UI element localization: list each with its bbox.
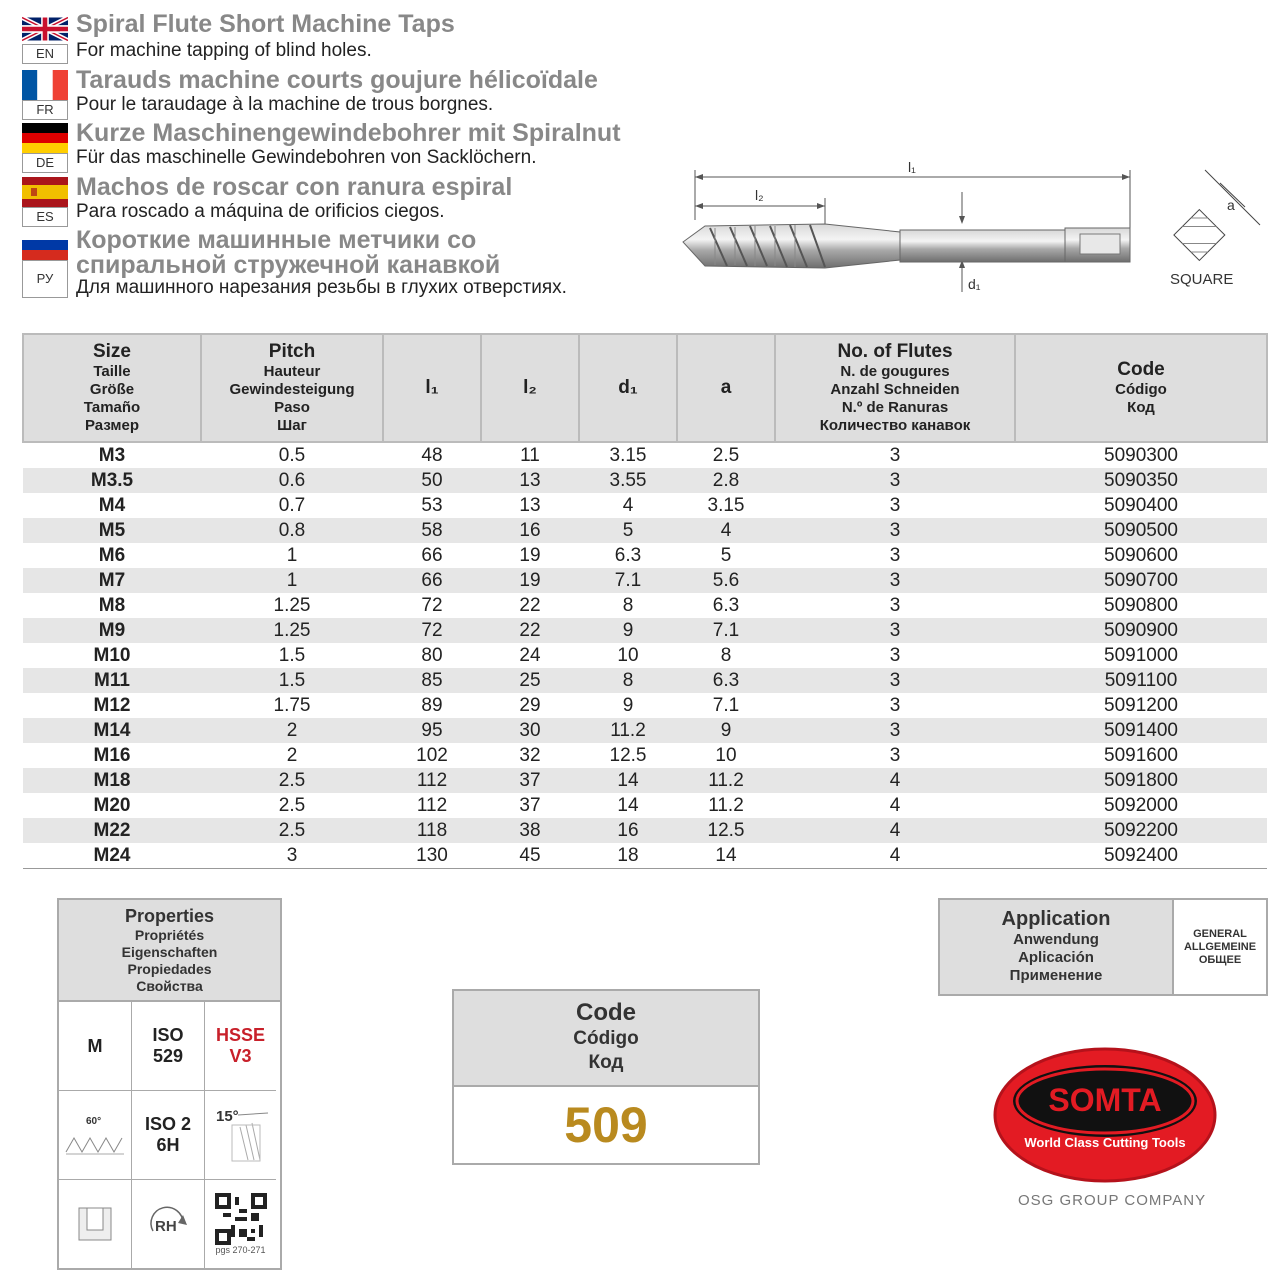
col-l2: l₂ (481, 334, 579, 442)
table-cell: 11 (520, 445, 540, 466)
col-a: a (677, 334, 775, 442)
osg-group-text: OSG GROUP COMPANY (1018, 1192, 1207, 1209)
table-cell: 19 (519, 545, 541, 566)
col-flutes: No. of Flutes N. de gougures Anzahl Schneiden N.º de Ranuras Количество канавок (775, 334, 1015, 442)
table-cell: 3.55 (579, 468, 677, 493)
table-cell: 3 (889, 495, 901, 516)
col-code: Code Código Код (1015, 334, 1267, 442)
iso-529-cell: ISO 529 (132, 1002, 205, 1091)
table-cell: 3 (889, 745, 901, 766)
tap-drawing (675, 150, 1145, 300)
table-cell: 5090900 (1015, 618, 1267, 643)
table-cell: 37 (519, 795, 541, 816)
lang-title: Spiral Flute Short Machine Taps (76, 10, 455, 38)
table-cell: M9 (23, 618, 201, 643)
table-cell: 5090600 (1104, 545, 1178, 566)
table-cell: 72 (421, 595, 443, 616)
table-cell: 2 (286, 745, 298, 766)
table-cell: 5091600 (1104, 745, 1178, 766)
square-label: SQUARE (1170, 271, 1234, 288)
table-cell: 5 (579, 518, 677, 543)
table-cell: 118 (383, 818, 481, 843)
table-cell: 3 (889, 645, 901, 666)
table-row (23, 543, 1267, 568)
table-cell: 0.6 (201, 468, 383, 493)
a-label: a (1227, 197, 1235, 213)
right-hand-rotation-icon (145, 1201, 191, 1247)
table-cell: 4 (622, 495, 634, 516)
table-cell: 19 (481, 568, 579, 593)
table-row (23, 743, 1267, 768)
square-drive-icon (1165, 165, 1265, 265)
properties-title: Properties (124, 906, 215, 926)
table-cell: M20 (93, 795, 131, 816)
table-row (23, 668, 1267, 693)
table-row (23, 493, 1267, 518)
table-row (23, 693, 1267, 718)
table-cell: 3.15 (609, 445, 647, 466)
table-cell: 3 (889, 595, 901, 616)
table-cell: 2.8 (677, 468, 775, 493)
table-cell: 48 (421, 445, 443, 466)
lang-title-line2: спиральной стружечной канавкой (76, 251, 501, 279)
table-cell: 6.3 (614, 545, 642, 566)
table-cell: 45 (481, 843, 579, 869)
table-row (23, 768, 1267, 793)
table-cell: 9 (622, 695, 634, 716)
table-cell: 13 (519, 495, 541, 516)
table-row (23, 618, 1267, 643)
table-cell: 4 (775, 768, 1015, 793)
table-cell: M7 (23, 568, 201, 593)
table-cell: 1.25 (273, 595, 311, 616)
right-hand-cell (132, 1180, 205, 1268)
svg-text:RH: RH (155, 1218, 177, 1235)
table-cell: M5 (23, 518, 201, 543)
code-value: 509 (564, 1097, 648, 1153)
lang-subtitle: Para roscado a máquina de orificios ciegos. (76, 201, 445, 222)
table-row (23, 593, 1267, 618)
table-cell: 25 (481, 668, 579, 693)
table-cell: 22 (481, 618, 579, 643)
table-cell: M11 (23, 668, 201, 693)
table-cell: 4 (775, 818, 1015, 843)
table-cell: M24 (23, 843, 201, 869)
table-cell: 16 (481, 518, 579, 543)
application-header: Application Anwendung Aplicación Применение (940, 900, 1174, 994)
table-cell: 18 (579, 843, 677, 869)
table-row (23, 518, 1267, 543)
table-row (23, 818, 1267, 843)
table-row (23, 468, 1267, 493)
table-cell: 13 (481, 468, 579, 493)
table-cell: 130 (383, 843, 481, 869)
table-cell: M6 (98, 545, 126, 566)
table-cell: 5091100 (1015, 668, 1267, 693)
table-cell: 10 (617, 645, 639, 666)
table-cell: 12.5 (677, 818, 775, 843)
table-cell: 14 (677, 843, 775, 869)
table-row (23, 568, 1267, 593)
table-cell: 85 (383, 668, 481, 693)
table-cell: 0.5 (278, 445, 306, 466)
lang-subtitle: Pour le taraudage à la machine de trous borgnes. (76, 94, 494, 115)
table-row (23, 843, 1267, 869)
table-cell: 30 (481, 718, 579, 743)
table-cell: 5090300 (1104, 445, 1178, 466)
russia-flag-icon (22, 230, 68, 260)
table-cell: M3.5 (23, 468, 201, 493)
lang-subtitle: For machine tapping of blind holes. (76, 40, 372, 61)
table-cell: 4 (677, 518, 775, 543)
application-box (938, 898, 1268, 996)
thread-type-cell: M (59, 1002, 132, 1091)
table-cell: 1.5 (201, 668, 383, 693)
table-cell: 8 (720, 645, 732, 666)
chamfer-icon (210, 1105, 272, 1165)
table-cell: 29 (519, 695, 541, 716)
lang-code: РУ (22, 260, 68, 298)
table-cell: 7.1 (677, 618, 775, 643)
col-pitch: Pitch Hauteur Gewindesteigung Paso Шаг (201, 334, 383, 442)
pages-ref: pgs 270-271 (215, 1245, 266, 1255)
table-cell: 5091200 (1104, 695, 1178, 716)
table-cell: M12 (93, 695, 131, 716)
lang-code: FR (22, 100, 68, 120)
table-cell: 6.3 (712, 595, 740, 616)
blind-hole-icon (75, 1204, 115, 1244)
table-cell: 8 (622, 595, 634, 616)
table-cell: 11.2 (677, 768, 775, 793)
table-cell: 2.5 (201, 768, 383, 793)
lang-subtitle: Für das maschinelle Gewindebohren von Sacklöchern. (76, 147, 537, 168)
table-cell: 95 (383, 718, 481, 743)
logo-brand: SOMTA (1048, 1082, 1162, 1118)
table-cell: 1 (201, 568, 383, 593)
spain-flag-icon (22, 177, 68, 207)
table-cell: 53 (421, 495, 443, 516)
table-cell: 5090700 (1015, 568, 1267, 593)
table-cell: 3 (775, 518, 1015, 543)
table-row (23, 643, 1267, 668)
col-l1: l₁ (383, 334, 481, 442)
table-cell: 3 (775, 668, 1015, 693)
svg-text:60°: 60° (86, 1116, 102, 1127)
table-cell: 5092400 (1015, 843, 1267, 869)
lang-title: Короткие машинные метчики со (76, 226, 477, 254)
table-cell: 80 (421, 645, 443, 666)
table-cell: 3 (775, 568, 1015, 593)
properties-box (57, 898, 282, 1270)
code-box-header: Code Código Код (454, 991, 758, 1087)
table-cell: 7.1 (579, 568, 677, 593)
table-cell: 11.2 (708, 795, 744, 816)
table-cell: 5091800 (1015, 768, 1267, 793)
table-cell: M22 (23, 818, 201, 843)
hsse-v3-cell: HSSE V3 (205, 1002, 276, 1091)
spec-table (22, 333, 1268, 869)
d1-label: d₁ (968, 276, 981, 292)
table-cell: 5090400 (1104, 495, 1178, 516)
table-cell: M16 (93, 745, 131, 766)
table-cell: 0.7 (278, 495, 306, 516)
table-cell: 3 (889, 695, 901, 716)
somta-logo (990, 1045, 1220, 1185)
table-cell: 5092000 (1104, 795, 1178, 816)
table-cell: 66 (383, 568, 481, 593)
table-cell: 1.5 (278, 645, 306, 666)
table-cell: 37 (481, 768, 579, 793)
table-cell: 3 (775, 618, 1015, 643)
france-flag-icon (22, 70, 68, 100)
qr-code-icon (215, 1193, 267, 1245)
table-cell: 9 (579, 618, 677, 643)
table-cell: M3 (98, 445, 126, 466)
svg-text:15°: 15° (215, 1108, 239, 1125)
table-cell: 2.5 (712, 445, 740, 466)
application-value: GENERAL ALLGEMEINE ОБЩЕЕ (1183, 927, 1257, 966)
table-cell: 10 (715, 745, 737, 766)
table-cell: M18 (23, 768, 201, 793)
table-cell: 3.15 (707, 495, 745, 516)
table-cell: 50 (383, 468, 481, 493)
table-cell: 22 (519, 595, 541, 616)
table-cell: 1.75 (273, 695, 311, 716)
qr-cell (205, 1180, 276, 1268)
lang-code: ES (22, 207, 68, 227)
table-cell: 4 (775, 843, 1015, 869)
table-cell: 112 (416, 795, 448, 816)
table-cell: 3 (889, 445, 901, 466)
germany-flag-icon (22, 123, 68, 153)
table-cell: 6.3 (677, 668, 775, 693)
table-row (23, 718, 1267, 743)
col-size: Size Taille Größe Tamaño Размер (23, 334, 201, 442)
col-d1: d₁ (579, 334, 677, 442)
table-cell: 8 (579, 668, 677, 693)
table-cell: 1.25 (201, 618, 383, 643)
lang-title: Kurze Maschinengewindebohrer mit Spiralnut (76, 119, 621, 147)
table-cell: 0.8 (201, 518, 383, 543)
table-cell: 16 (579, 818, 677, 843)
table-cell: 102 (416, 745, 448, 766)
lang-code: DE (22, 153, 68, 173)
table-cell: M14 (23, 718, 201, 743)
table-cell: 1 (286, 545, 298, 566)
table-cell: 5091400 (1015, 718, 1267, 743)
table-cell: 5092200 (1015, 818, 1267, 843)
table-cell: 5 (720, 545, 732, 566)
lang-title: Machos de roscar con ranura espiral (76, 173, 513, 201)
table-cell: M4 (98, 495, 126, 516)
table-cell: 38 (481, 818, 579, 843)
table-cell: 11.2 (579, 718, 677, 743)
table-body (23, 442, 1267, 869)
table-cell: 5090500 (1015, 518, 1267, 543)
blind-hole-cell (59, 1180, 132, 1268)
table-cell: 5091000 (1104, 645, 1178, 666)
thread-angle-cell (59, 1091, 132, 1180)
thread-profile-icon (64, 1110, 126, 1160)
table-cell: 3 (775, 468, 1015, 493)
table-cell: 4 (889, 795, 901, 816)
table-header-row (23, 334, 1267, 442)
table-cell: 58 (383, 518, 481, 543)
table-cell: 5090350 (1015, 468, 1267, 493)
table-cell: 32 (519, 745, 541, 766)
table-cell: 24 (519, 645, 541, 666)
table-cell: 2.5 (278, 795, 306, 816)
table-cell: 9 (677, 718, 775, 743)
table-cell: 14 (617, 795, 639, 816)
properties-header: Properties Propriétés Eigenschaften Propiedades Свойства (59, 900, 280, 1002)
table-cell: 3 (889, 545, 901, 566)
table-cell: M8 (98, 595, 126, 616)
chamfer-cell (205, 1091, 276, 1180)
table-cell: 7.1 (712, 695, 740, 716)
table-cell: 3 (201, 843, 383, 869)
table-cell: 112 (383, 768, 481, 793)
code-box (452, 989, 760, 1165)
uk-flag-icon (22, 14, 68, 44)
table-row (23, 793, 1267, 818)
table-cell: M10 (93, 645, 131, 666)
table-cell: 66 (421, 545, 443, 566)
table-cell: 3 (775, 718, 1015, 743)
table-cell: 72 (383, 618, 481, 643)
lang-code: EN (22, 44, 68, 64)
table-cell: 14 (579, 768, 677, 793)
table-cell: 2.5 (201, 818, 383, 843)
table-cell: 2 (201, 718, 383, 743)
table-row (23, 442, 1267, 468)
l2-label: l₂ (755, 187, 764, 203)
lang-title: Tarauds machine courts goujure hélicoïdale (76, 66, 598, 94)
l1-label: l₁ (908, 159, 916, 175)
table-cell: 89 (421, 695, 443, 716)
table-cell: 5.6 (677, 568, 775, 593)
logo-tagline: World Class Cutting Tools (1024, 1135, 1186, 1150)
table-cell: 12.5 (609, 745, 647, 766)
lang-subtitle: Для машинного нарезания резьбы в глухих отверстиях. (76, 277, 567, 298)
iso2-6h-cell: ISO 2 6H (132, 1091, 205, 1180)
table-cell: 5090800 (1104, 595, 1178, 616)
